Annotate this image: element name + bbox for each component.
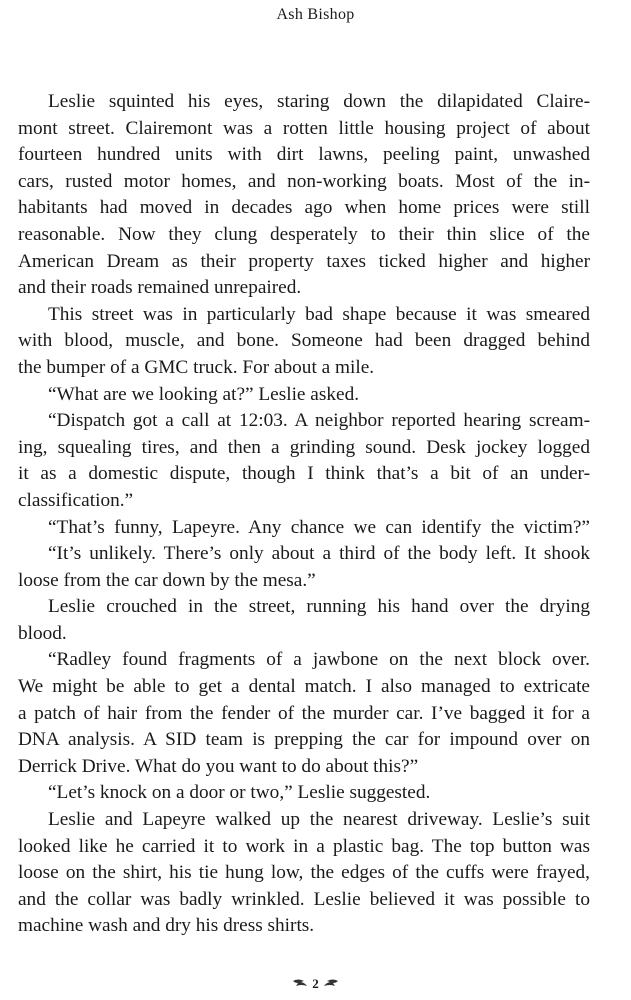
paragraph-line: loose on the shirt, his tie hung low, the edges of the cuffs were frayed, (18, 862, 590, 884)
paragraph-line: Leslie and Lapeyre walked up the nearest driveway. Leslie’s suit (48, 809, 590, 831)
page-footer (0, 976, 631, 992)
paragraph-line: Leslie crouched in the street, running his hand over the drying (48, 596, 590, 618)
paragraph-line: reasonable. Now they clung desperately to their thin slice of the (18, 223, 590, 245)
running-header-author: Ash Bishop (276, 6, 355, 23)
paragraph-line: This street was in particularly bad shape because it was smeared (48, 303, 590, 325)
paragraph-line: American Dream as their property taxes ticked higher and higher (18, 250, 590, 272)
paragraph-line: classification.” (18, 489, 134, 511)
paragraph-line: with blood, muscle, and bone. Someone had been dragged behind (18, 330, 590, 352)
paragraph-line: fourteen hundred units with dirt lawns, peeling paint, unwashed (18, 144, 590, 166)
paragraph-line: a patch of hair from the fender of the murder car. I’ve bagged it for a (18, 702, 590, 724)
paragraph-line: mont street. Clairemont was a rotten little housing project of about (18, 117, 590, 139)
body-text (18, 89, 590, 940)
paragraph-line: loose from the car down by the mesa.” (18, 569, 316, 591)
paragraph-line: ing, squealing tires, and then a grinding sound. Desk jockey logged (18, 436, 590, 458)
paragraph-line: Derrick Drive. What do you want to do about this?” (18, 755, 419, 777)
paragraph-line: “Dispatch got a call at 12:03. A neighbor reported hearing scream- (48, 410, 590, 432)
paragraph-line: cars, rusted motor homes, and non-working boats. Most of the in- (18, 170, 590, 192)
left-ornament-icon (292, 976, 308, 992)
paragraph-line: and their roads remained unrepaired. (18, 277, 302, 299)
page-number: 2 (312, 976, 319, 991)
paragraph-line: it as a domestic dispute, though I think that’s a bit of an under- (18, 463, 590, 485)
paragraph-line: “Let’s knock on a door or two,” Leslie suggested. (48, 782, 431, 804)
paragraph-line: Leslie squinted his eyes, staring down the dilapidated Claire- (48, 91, 590, 112)
paragraph-line: machine wash and dry his dress shirts. (18, 915, 315, 937)
paragraph-line: DNA analysis. A SID team is prepping the car for impound over on (18, 729, 590, 751)
paragraph-line: “That’s funny, Lapeyre. Any chance we can identify the victim?” (48, 516, 590, 538)
right-ornament-icon (323, 976, 339, 992)
paragraph-line: “Radley found fragments of a jawbone on the next block over. (48, 649, 590, 671)
paragraph-line: blood. (18, 622, 67, 644)
paragraph-line: We might be able to get a dental match. I also managed to extricate (18, 676, 590, 698)
paragraph-line: habitants had moved in decades ago when home prices were still (18, 197, 590, 219)
paragraph-line: “It’s unlikely. There’s only about a third of the body left. It shook (48, 543, 590, 565)
paragraph-line: looked like he carried it to work in a plastic bag. The top button was (18, 835, 590, 857)
paragraph-line: and the collar was badly wrinkled. Leslie believed it was possible to (18, 888, 590, 910)
paragraph-line: the bumper of a GMC truck. For about a mile. (18, 356, 375, 378)
paragraph-line: “What are we looking at?” Leslie asked. (48, 383, 360, 405)
